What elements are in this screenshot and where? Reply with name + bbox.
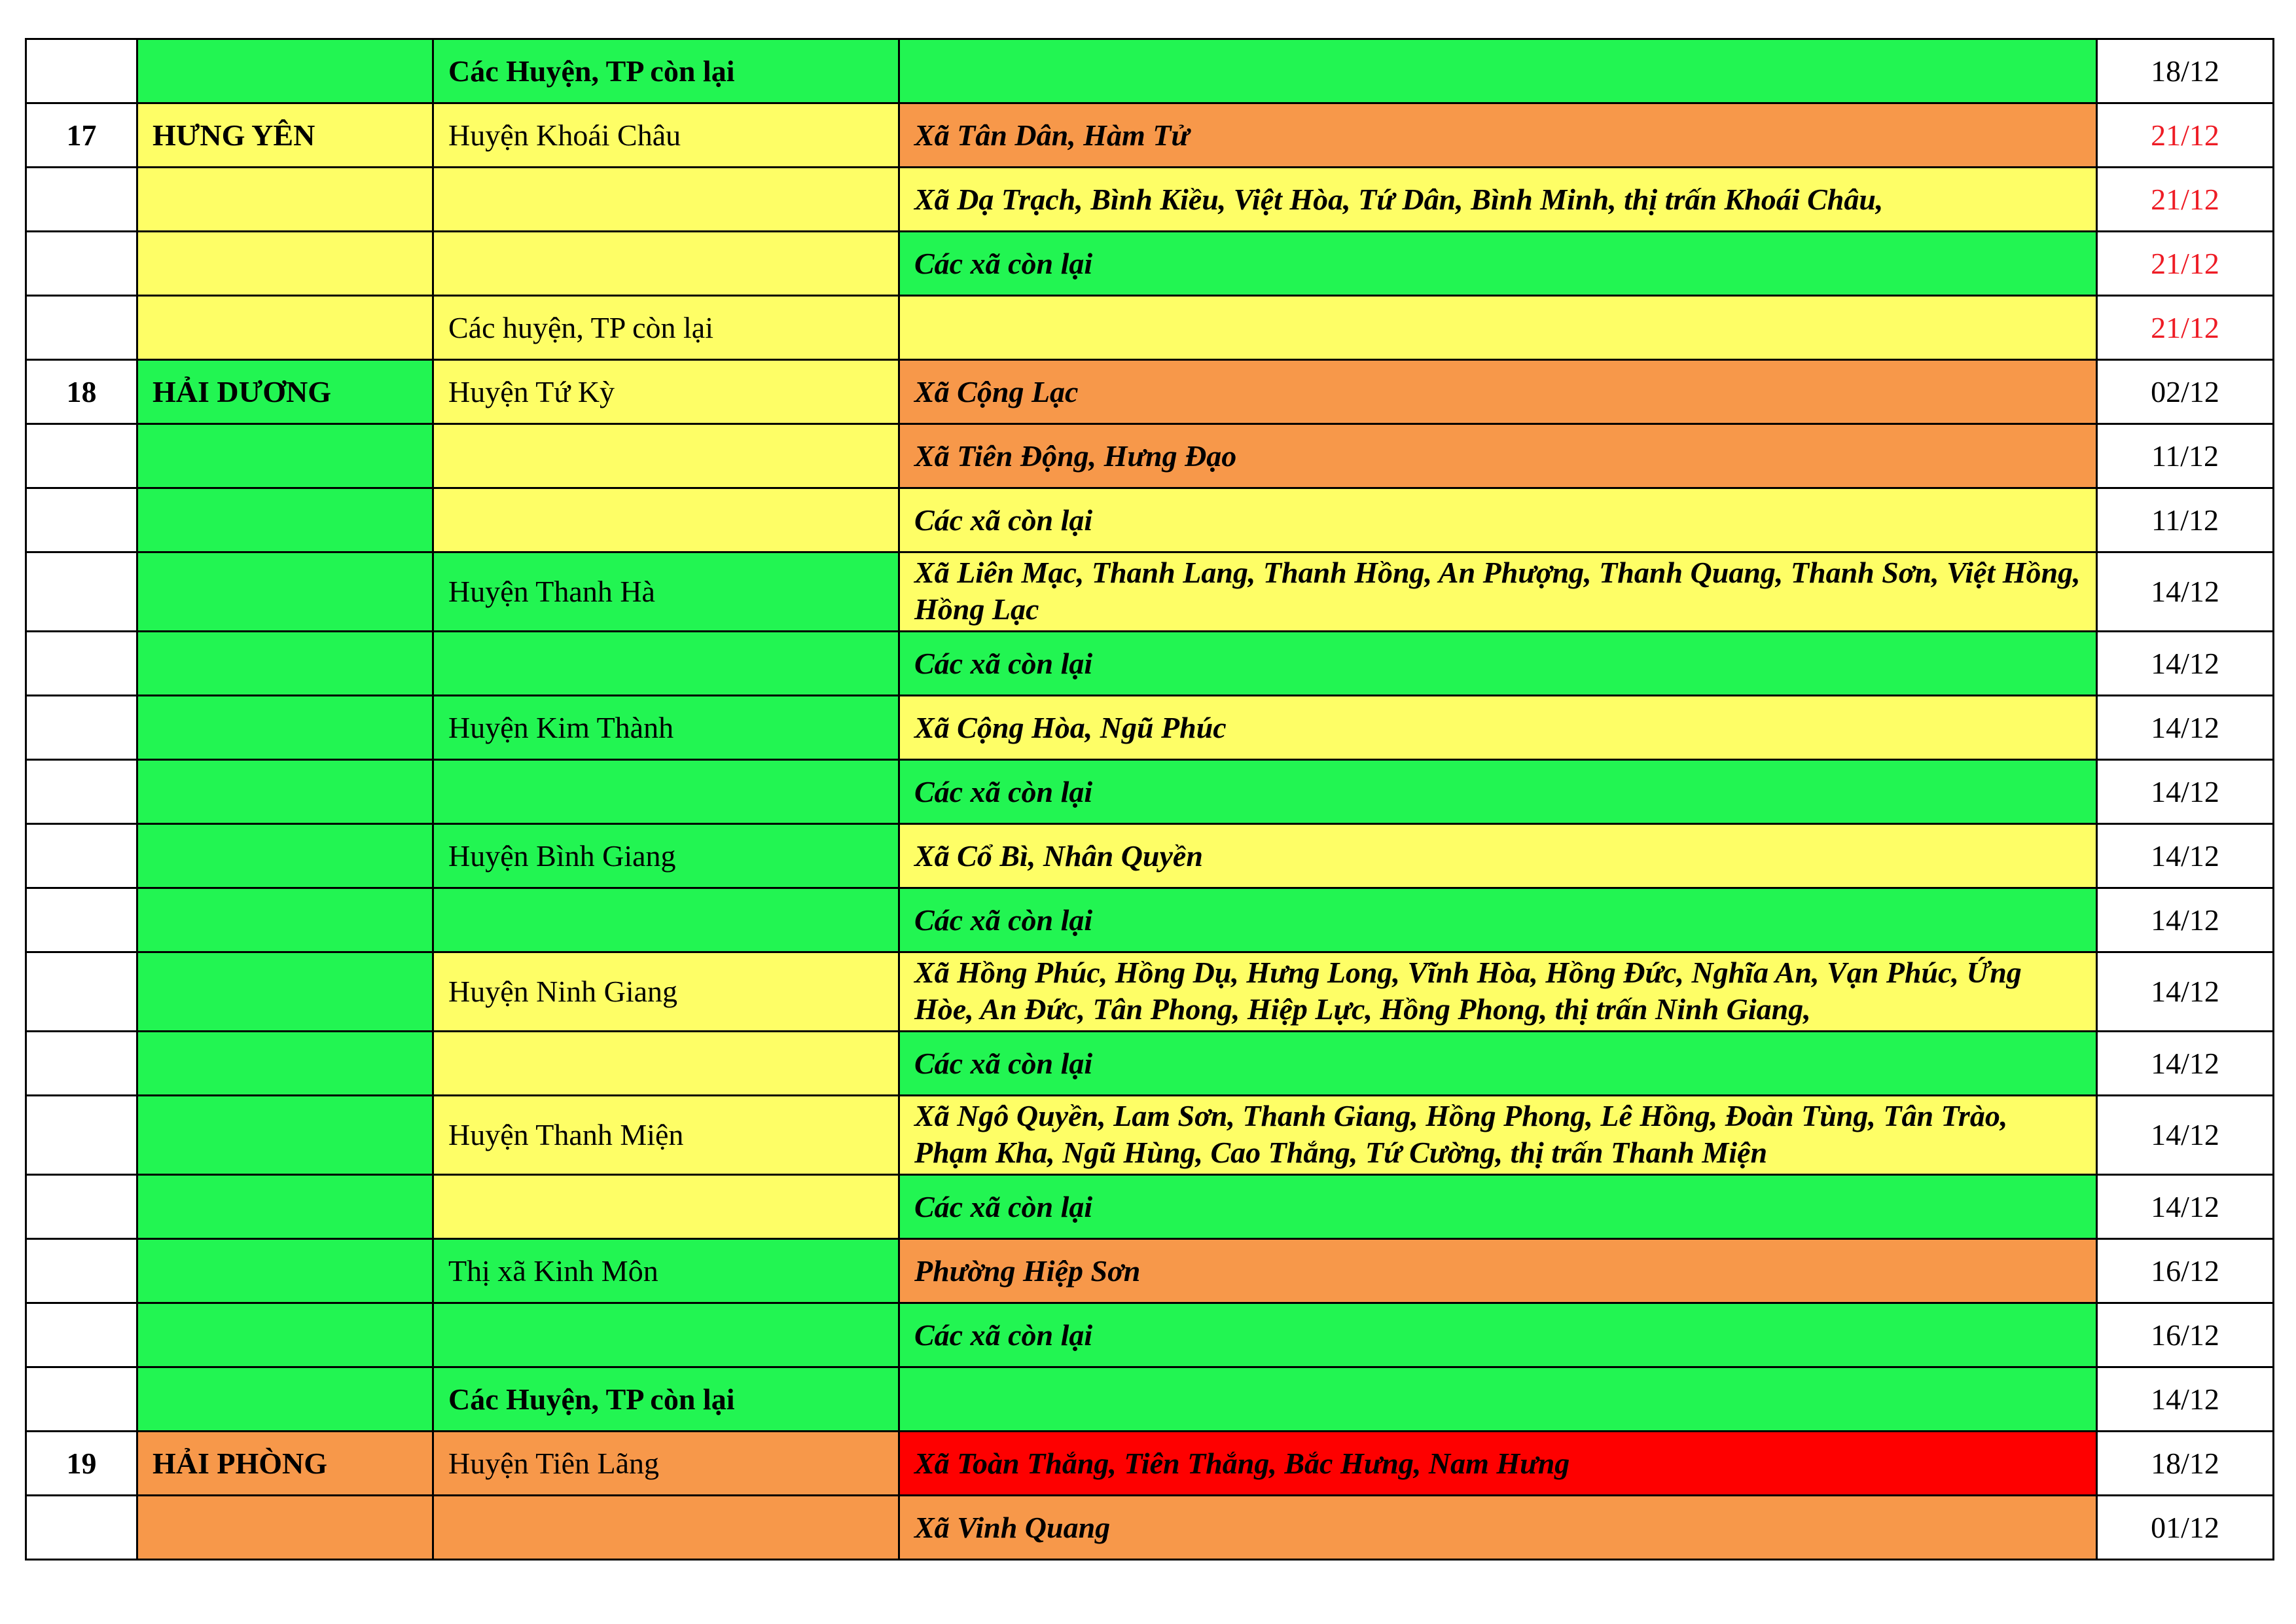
province-cell xyxy=(137,1239,433,1303)
district-cell xyxy=(433,488,899,552)
date-cell: 14/12 xyxy=(2097,1367,2274,1432)
district-cell xyxy=(433,168,899,232)
commune-cell: Xã Ngô Quyền, Lam Sơn, Thanh Giang, Hồng Phong, Lê Hồng, Đoàn Tùng, Tân Trào, Phạm Kha, Ngũ Hùng, Cao Thắng, Tứ Cường, thị trấn Thanh Miện xyxy=(899,1096,2097,1175)
row-number-cell xyxy=(26,952,137,1032)
row-number-cell xyxy=(26,232,137,296)
table-row xyxy=(26,824,2274,888)
table-row xyxy=(26,552,2274,632)
district-cell: Huyện Tứ Kỳ xyxy=(433,360,899,424)
province-cell xyxy=(137,552,433,632)
row-number-cell xyxy=(26,39,137,103)
province-cell xyxy=(137,1032,433,1096)
date-cell: 21/12 xyxy=(2097,103,2274,168)
row-number-cell xyxy=(26,552,137,632)
province-cell xyxy=(137,424,433,488)
district-cell: Huyện Tiên Lãng xyxy=(433,1432,899,1496)
row-number-cell xyxy=(26,632,137,696)
province-cell xyxy=(137,39,433,103)
row-number-cell xyxy=(26,1496,137,1560)
province-cell xyxy=(137,1096,433,1175)
commune-cell xyxy=(899,1367,2097,1432)
date-cell: 11/12 xyxy=(2097,488,2274,552)
district-cell: Thị xã Kinh Môn xyxy=(433,1239,899,1303)
district-cell: Huyện Ninh Giang xyxy=(433,952,899,1032)
row-number-cell: 18 xyxy=(26,360,137,424)
date-cell: 14/12 xyxy=(2097,952,2274,1032)
date-cell: 02/12 xyxy=(2097,360,2274,424)
province-cell xyxy=(137,1303,433,1367)
table-row xyxy=(26,296,2274,360)
commune-cell: Xã Cộng Hòa, Ngũ Phúc xyxy=(899,696,2097,760)
date-cell: 16/12 xyxy=(2097,1239,2274,1303)
district-cell xyxy=(433,1175,899,1239)
table-row xyxy=(26,952,2274,1032)
district-cell xyxy=(433,632,899,696)
district-cell: Huyện Thanh Hà xyxy=(433,552,899,632)
table-row xyxy=(26,1432,2274,1496)
table-row xyxy=(26,488,2274,552)
commune-cell: Các xã còn lại xyxy=(899,888,2097,952)
commune-cell: Xã Hồng Phúc, Hồng Dụ, Hưng Long, Vĩnh Hòa, Hồng Đức, Nghĩa An, Vạn Phúc, Ứng Hòe, An Đức, Tân Phong, Hiệp Lực, Hồng Phong, thị trấn Ninh Giang, xyxy=(899,952,2097,1032)
date-cell: 16/12 xyxy=(2097,1303,2274,1367)
table-row xyxy=(26,103,2274,168)
row-number-cell: 17 xyxy=(26,103,137,168)
table-row xyxy=(26,760,2274,824)
district-cell: Các Huyện, TP còn lại xyxy=(433,1367,899,1432)
date-cell: 14/12 xyxy=(2097,760,2274,824)
table-row xyxy=(26,888,2274,952)
province-cell xyxy=(137,888,433,952)
table-row xyxy=(26,1096,2274,1175)
district-cell xyxy=(433,232,899,296)
date-cell: 21/12 xyxy=(2097,232,2274,296)
province-cell xyxy=(137,296,433,360)
table-row xyxy=(26,168,2274,232)
district-cell: Các Huyện, TP còn lại xyxy=(433,39,899,103)
row-number-cell xyxy=(26,888,137,952)
date-cell: 14/12 xyxy=(2097,1096,2274,1175)
province-cell xyxy=(137,760,433,824)
date-cell: 14/12 xyxy=(2097,1175,2274,1239)
table-row xyxy=(26,1367,2274,1432)
table-row xyxy=(26,232,2274,296)
table-row xyxy=(26,1175,2274,1239)
province-cell xyxy=(137,1496,433,1560)
district-cell xyxy=(433,760,899,824)
district-cell xyxy=(433,424,899,488)
commune-cell xyxy=(899,296,2097,360)
row-number-cell xyxy=(26,1367,137,1432)
district-cell xyxy=(433,888,899,952)
province-cell: HẢI PHÒNG xyxy=(137,1432,433,1496)
date-cell: 14/12 xyxy=(2097,632,2274,696)
row-number-cell xyxy=(26,1239,137,1303)
commune-cell: Các xã còn lại xyxy=(899,1032,2097,1096)
row-number-cell xyxy=(26,760,137,824)
commune-cell: Xã Liên Mạc, Thanh Lang, Thanh Hồng, An Phượng, Thanh Quang, Thanh Sơn, Việt Hồng, Hồng Lạc xyxy=(899,552,2097,632)
row-number-cell xyxy=(26,296,137,360)
district-cell: Huyện Khoái Châu xyxy=(433,103,899,168)
commune-cell: Các xã còn lại xyxy=(899,1175,2097,1239)
table-row xyxy=(26,696,2274,760)
date-cell: 21/12 xyxy=(2097,296,2274,360)
date-cell: 14/12 xyxy=(2097,888,2274,952)
commune-cell: Xã Dạ Trạch, Bình Kiều, Việt Hòa, Tứ Dân, Bình Minh, thị trấn Khoái Châu, xyxy=(899,168,2097,232)
province-cell xyxy=(137,1367,433,1432)
table-row xyxy=(26,1496,2274,1560)
table-row xyxy=(26,1239,2274,1303)
commune-cell: Các xã còn lại xyxy=(899,632,2097,696)
commune-cell: Các xã còn lại xyxy=(899,232,2097,296)
date-cell: 21/12 xyxy=(2097,168,2274,232)
covid-level-table xyxy=(25,38,2274,1561)
date-cell: 14/12 xyxy=(2097,552,2274,632)
table-row xyxy=(26,424,2274,488)
commune-cell: Phường Hiệp Sơn xyxy=(899,1239,2097,1303)
table-row xyxy=(26,360,2274,424)
province-cell xyxy=(137,232,433,296)
row-number-cell xyxy=(26,824,137,888)
row-number-cell: 19 xyxy=(26,1432,137,1496)
commune-cell: Xã Cộng Lạc xyxy=(899,360,2097,424)
commune-cell xyxy=(899,39,2097,103)
commune-cell: Xã Vinh Quang xyxy=(899,1496,2097,1560)
row-number-cell xyxy=(26,488,137,552)
table-row xyxy=(26,1032,2274,1096)
district-cell: Huyện Thanh Miện xyxy=(433,1096,899,1175)
commune-cell: Các xã còn lại xyxy=(899,760,2097,824)
district-cell xyxy=(433,1303,899,1367)
date-cell: 14/12 xyxy=(2097,696,2274,760)
date-cell: 14/12 xyxy=(2097,1032,2274,1096)
district-cell: Huyện Kim Thành xyxy=(433,696,899,760)
commune-cell: Xã Cổ Bì, Nhân Quyền xyxy=(899,824,2097,888)
table-row xyxy=(26,632,2274,696)
commune-cell: Xã Tiên Động, Hưng Đạo xyxy=(899,424,2097,488)
date-cell: 11/12 xyxy=(2097,424,2274,488)
date-cell: 01/12 xyxy=(2097,1496,2274,1560)
date-cell: 18/12 xyxy=(2097,1432,2274,1496)
province-cell xyxy=(137,168,433,232)
date-cell: 18/12 xyxy=(2097,39,2274,103)
commune-cell: Xã Tân Dân, Hàm Tử xyxy=(899,103,2097,168)
row-number-cell xyxy=(26,1032,137,1096)
table-row xyxy=(26,39,2274,103)
row-number-cell xyxy=(26,1175,137,1239)
row-number-cell xyxy=(26,696,137,760)
row-number-cell xyxy=(26,168,137,232)
province-cell xyxy=(137,952,433,1032)
row-number-cell xyxy=(26,424,137,488)
district-cell xyxy=(433,1032,899,1096)
province-cell xyxy=(137,696,433,760)
district-cell: Các huyện, TP còn lại xyxy=(433,296,899,360)
row-number-cell xyxy=(26,1303,137,1367)
district-cell: Huyện Bình Giang xyxy=(433,824,899,888)
province-cell xyxy=(137,632,433,696)
date-cell: 14/12 xyxy=(2097,824,2274,888)
commune-cell: Các xã còn lại xyxy=(899,488,2097,552)
commune-cell: Các xã còn lại xyxy=(899,1303,2097,1367)
district-cell xyxy=(433,1496,899,1560)
province-cell: HƯNG YÊN xyxy=(137,103,433,168)
province-cell xyxy=(137,488,433,552)
province-cell xyxy=(137,824,433,888)
row-number-cell xyxy=(26,1096,137,1175)
province-cell: HẢI DƯƠNG xyxy=(137,360,433,424)
table-row xyxy=(26,1303,2274,1367)
commune-cell: Xã Toàn Thắng, Tiên Thắng, Bắc Hưng, Nam Hưng xyxy=(899,1432,2097,1496)
province-cell xyxy=(137,1175,433,1239)
